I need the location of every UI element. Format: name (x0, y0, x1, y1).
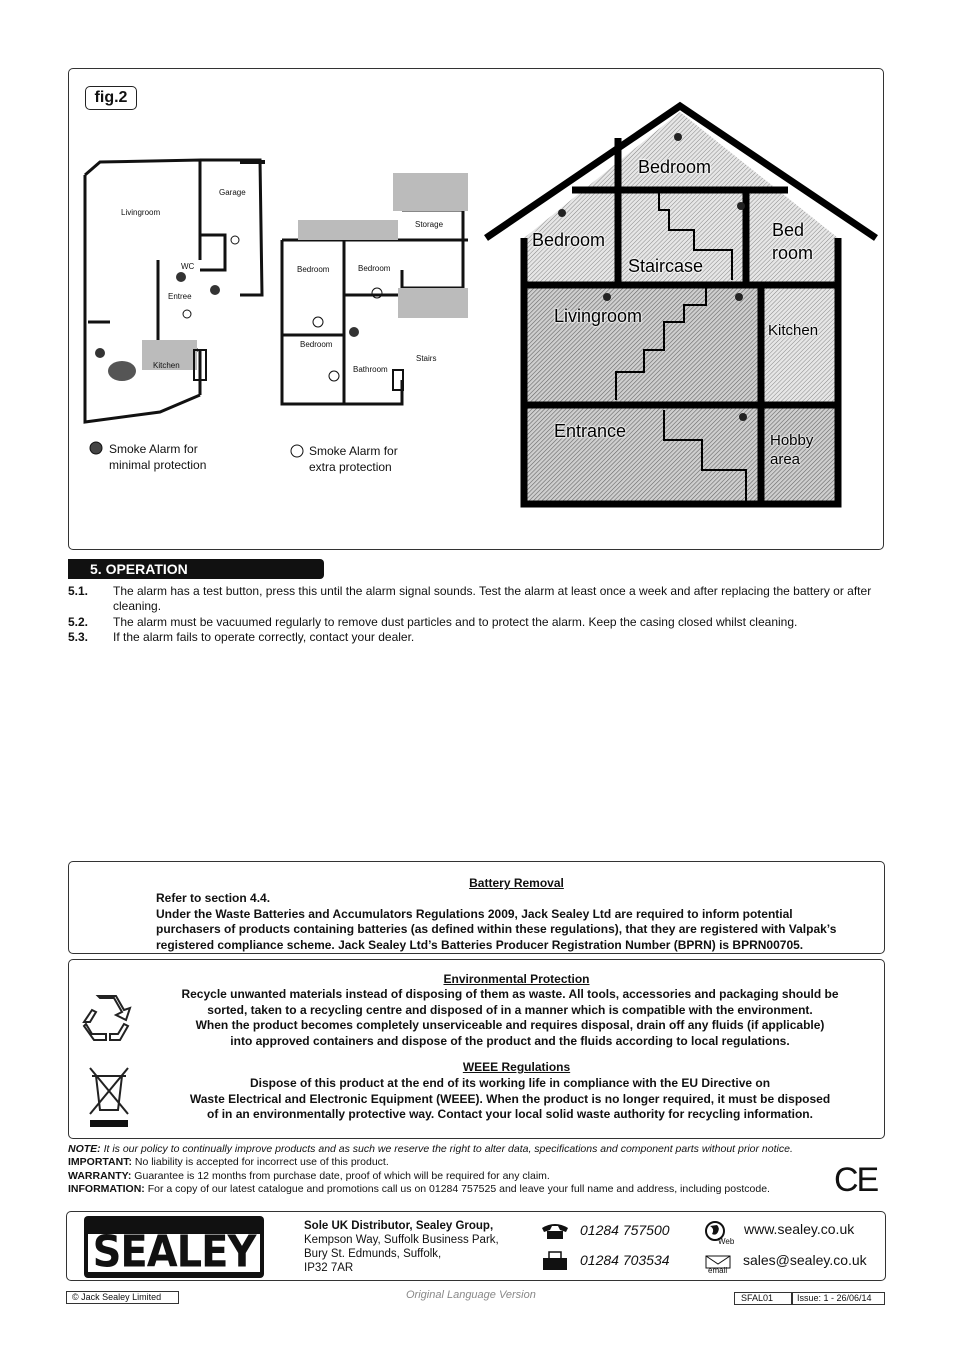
language-version: Original Language Version (406, 1289, 536, 1301)
floorplan-ground (80, 150, 280, 430)
sealey-logo (84, 1216, 264, 1278)
note-line (68, 1143, 793, 1157)
weee-bin-icon (88, 1066, 130, 1128)
fp2-stairs-label: Stairs (416, 354, 437, 363)
op-item-3-text: If the alarm fails to operate correctly, contact your dealer. (113, 630, 415, 644)
battery-line4: registered compliance scheme. Jack Sealey Ltd’s Batteries Producer Registration Number (BPRN) is BPRN00705. (156, 937, 804, 952)
important-label: IMPORTANT: (68, 1156, 132, 1168)
phone-icon (540, 1220, 570, 1240)
ce-mark: CE (834, 1161, 878, 1199)
minimal-alarm-icon (88, 440, 104, 456)
battery-line2: Under the Waste Batteries and Accumulators Regulations 2009, Jack Sealey Ltd are required to inform potential (156, 906, 793, 921)
environment-line1: Recycle unwanted materials instead of disposing of them as waste. All tools, accessories and packaging should be (181, 987, 839, 1001)
operation-header (68, 559, 324, 579)
information-text: For a copy of our latest catalogue and promotions call us on 01284 757525 and leave your full name and address, including postcode. (144, 1183, 770, 1195)
information-label: INFORMATION: (68, 1183, 145, 1195)
fp1-livingroom-label: Livingroom (121, 208, 161, 217)
figure-label: fig.2 (85, 86, 137, 110)
weee-title: WEEE Regulations (462, 1060, 571, 1074)
environment-line3: When the product becomes completely unserviceable and requires disposal, drain off any fluids (if applicable) (195, 1018, 825, 1032)
product-code: SFAL01 (734, 1292, 792, 1305)
important-line (68, 1156, 389, 1170)
house-livingroom: Livingroom (554, 306, 643, 326)
footer-distributor: Sole UK Distributor, Sealey Group, (304, 1220, 494, 1232)
fp2-storage-label: Storage (415, 220, 444, 229)
copyright-tag: © Jack Sealey Limited (66, 1291, 179, 1304)
weee-line1: Dispose of this product at the end of its working life in compliance with the EU Directive on (249, 1076, 771, 1090)
floorplan-upper (278, 170, 473, 415)
fp2-bedroom1-label: Bedroom (297, 265, 330, 274)
note-label: NOTE: (68, 1143, 101, 1155)
website-link[interactable]: www.sealey.co.uk (744, 1221, 855, 1237)
battery-line1: Refer to section 4.4. (156, 891, 271, 905)
house-kitchen: Kitchen (768, 322, 819, 339)
weee-body (140, 1076, 880, 1123)
operation-header-text: 5. OPERATION (90, 561, 188, 577)
extra-alarm-icon (289, 443, 305, 459)
fp2-bedroom3-label: Bedroom (300, 340, 333, 349)
house-bedroom-top: Bedroom (638, 157, 712, 177)
environment-body (140, 987, 880, 1049)
op-item-2-num: 5.2. (68, 615, 89, 629)
house-staircase: Staircase (628, 256, 704, 276)
weee-line3: of in an environmentally protective way. Contact your local solid waste authority for recycling information. (207, 1107, 813, 1121)
email-icon-label: email (708, 1266, 728, 1275)
legend-extra (309, 443, 398, 475)
footer-addr1: Kempson Way, Suffolk Business Park, (304, 1234, 499, 1246)
house-hobby: Hobby (770, 432, 814, 449)
important-text: No liability is accepted for incorrect use of this product. (131, 1156, 389, 1168)
house-bed: Bed (772, 220, 805, 240)
fp1-kitchen-label: Kitchen (153, 361, 180, 370)
recycle-icon (78, 990, 136, 1048)
web-icon-label: Web (718, 1237, 735, 1246)
legend-minimal-line1: Smoke Alarm for (109, 442, 198, 456)
warranty-line (68, 1170, 550, 1184)
warranty-label: WARRANTY: (68, 1170, 132, 1182)
legend-extra-line1: Smoke Alarm for (309, 444, 398, 458)
fp1-entree-label: Entree (168, 292, 192, 301)
op-item-3-num: 5.3. (68, 630, 89, 644)
op-item-1-num: 5.1. (68, 584, 89, 598)
fp1-wc-label: WC (181, 262, 195, 271)
battery-title: Battery Removal (469, 876, 564, 890)
fp2-bedroom2-label: Bedroom (358, 264, 391, 273)
legend-extra-line2: extra protection (309, 460, 392, 474)
environment-line2: sorted, taken to a recycling centre and disposed of in a manner which is compatible with the environment. (207, 1002, 813, 1017)
fp1-garage-label: Garage (219, 188, 246, 197)
environment-title: Environmental Protection (443, 972, 590, 986)
footer-addr2: Bury St. Edmunds, Suffolk, (304, 1248, 442, 1260)
battery-body (156, 891, 881, 953)
op-item-2-text: The alarm must be vacuumed regularly to remove dust particles and to protect the alarm. Keep the casing closed whilst cleaning. (113, 615, 798, 629)
house-area: area (770, 451, 801, 468)
legend-minimal (109, 441, 206, 473)
issue-tag: Issue: 1 - 26/06/14 (792, 1292, 885, 1305)
fax-number[interactable]: 01284 703534 (580, 1252, 670, 1268)
warranty-text: Guarantee is 12 months from purchase date, proof of which will be required for any claim. (131, 1170, 550, 1182)
footer-addr3: IP32 7AR (304, 1262, 354, 1274)
note-text: It is our policy to continually improve products and as such we reserve the right to alter data, specifications and component parts without prior notice. (100, 1143, 793, 1155)
information-line (68, 1183, 770, 1197)
fax-icon (540, 1250, 570, 1272)
environment-line4: into approved containers and dispose of the product and the fluids according to local regulations. (230, 1033, 790, 1048)
weee-line2: Waste Electrical and Electronic Equipment (WEEE). When the product is no longer required, it must be disposed (189, 1091, 831, 1106)
house-bedroom-left: Bedroom (532, 230, 606, 250)
house-entrance: Entrance (554, 421, 627, 441)
fp2-bathroom-label: Bathroom (353, 365, 388, 374)
house-room: room (772, 243, 814, 263)
footer-address (304, 1219, 499, 1275)
phone-number[interactable]: 01284 757500 (580, 1222, 670, 1238)
email-link[interactable]: sales@sealey.co.uk (743, 1252, 867, 1268)
op-item-1-text: The alarm has a test button, press this until the alarm signal sounds. Test the alarm at least once a week and after replacing the battery or after cleaning. (113, 584, 872, 613)
sealey-logo-text: SEALEY (92, 1226, 256, 1278)
battery-line3: purchasers of products containing batteries (as defined within these regulations), that they are registered with Valpak’s (156, 922, 837, 936)
legend-minimal-line2: minimal protection (109, 458, 207, 472)
